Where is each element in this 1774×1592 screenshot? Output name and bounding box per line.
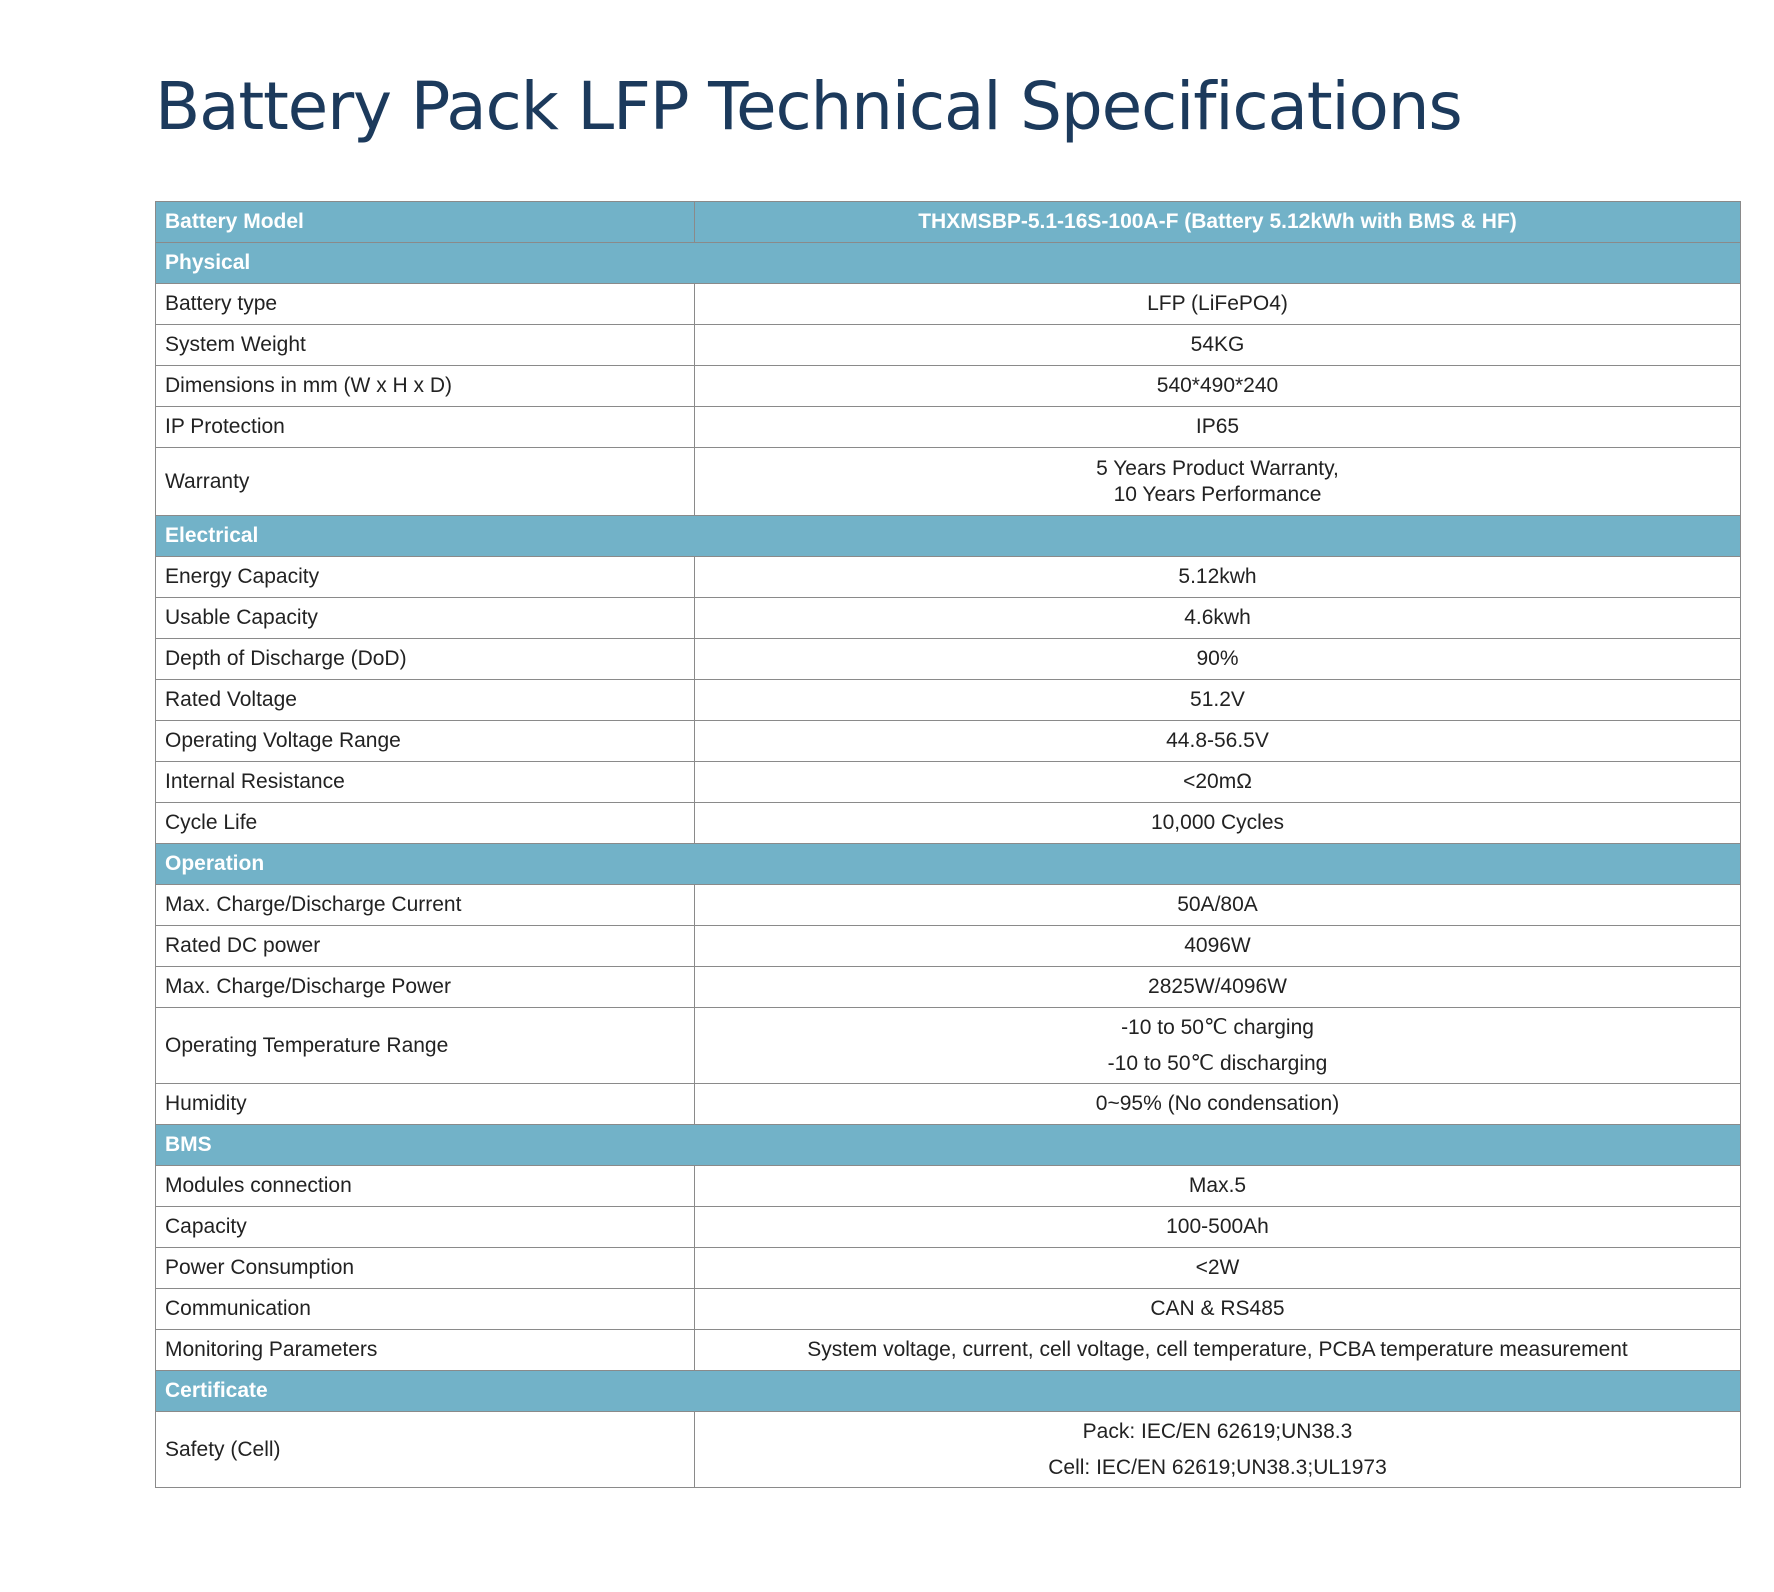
spec-label: Max. Charge/Discharge Current bbox=[156, 885, 695, 926]
spec-label: Power Consumption bbox=[156, 1248, 695, 1289]
spec-value: Max.5 bbox=[695, 1166, 1741, 1207]
spec-value: 2825W/4096W bbox=[695, 967, 1741, 1008]
page-title: Battery Pack LFP Technical Specifications bbox=[155, 68, 1462, 145]
spec-label: Depth of Discharge (DoD) bbox=[156, 639, 695, 680]
spec-label: Monitoring Parameters bbox=[156, 1330, 695, 1371]
section-title: Certificate bbox=[156, 1371, 695, 1412]
spec-label: Dimensions in mm (W x H x D) bbox=[156, 366, 695, 407]
spec-label: Internal Resistance bbox=[156, 762, 695, 803]
spec-label: Rated DC power bbox=[156, 926, 695, 967]
spec-label: System Weight bbox=[156, 325, 695, 366]
spec-value: IP65 bbox=[695, 407, 1741, 448]
section-physical bbox=[156, 243, 1741, 284]
spec-value: System voltage, current, cell voltage, cell temperature, PCBA temperature measurement bbox=[695, 1330, 1741, 1371]
spec-value: <20mΩ bbox=[695, 762, 1741, 803]
table-row bbox=[156, 407, 1741, 448]
table-row bbox=[156, 1008, 1741, 1084]
spec-label: Humidity bbox=[156, 1084, 695, 1125]
table-row bbox=[156, 557, 1741, 598]
spec-label: Usable Capacity bbox=[156, 598, 695, 639]
spec-label: Operating Temperature Range bbox=[156, 1008, 695, 1084]
table-row bbox=[156, 680, 1741, 721]
table-row bbox=[156, 1289, 1741, 1330]
value-line: 5 Years Product Warranty, bbox=[1096, 456, 1339, 480]
table-row bbox=[156, 762, 1741, 803]
spec-value: 90% bbox=[695, 639, 1741, 680]
table-row bbox=[156, 721, 1741, 762]
spec-value: LFP (LiFePO4) bbox=[695, 284, 1741, 325]
section-certificate bbox=[156, 1371, 1741, 1412]
spec-value: 0~95% (No condensation) bbox=[695, 1084, 1741, 1125]
table-row bbox=[156, 598, 1741, 639]
spec-value: 4.6kwh bbox=[695, 598, 1741, 639]
section-electrical bbox=[156, 516, 1741, 557]
spec-value: 50A/80A bbox=[695, 885, 1741, 926]
spec-label: Cycle Life bbox=[156, 803, 695, 844]
table-row bbox=[156, 1084, 1741, 1125]
section-bms bbox=[156, 1125, 1741, 1166]
table-row bbox=[156, 926, 1741, 967]
spec-label: Rated Voltage bbox=[156, 680, 695, 721]
spec-label: Max. Charge/Discharge Power bbox=[156, 967, 695, 1008]
spec-value: 100-500Ah bbox=[695, 1207, 1741, 1248]
section-title: Operation bbox=[156, 844, 695, 885]
spec-label: IP Protection bbox=[156, 407, 695, 448]
table-row bbox=[156, 1248, 1741, 1289]
spec-label: Battery type bbox=[156, 284, 695, 325]
table-row bbox=[156, 1330, 1741, 1371]
spec-label: Operating Voltage Range bbox=[156, 721, 695, 762]
spec-value: <2W bbox=[695, 1248, 1741, 1289]
spec-value: 54KG bbox=[695, 325, 1741, 366]
value-line: -10 to 50℃ discharging bbox=[1107, 1051, 1328, 1075]
value-line: 10 Years Performance bbox=[1113, 482, 1322, 506]
value-line: Pack: IEC/EN 62619;UN38.3 bbox=[1082, 1419, 1353, 1443]
spec-label: Safety (Cell) bbox=[156, 1412, 695, 1488]
spec-table bbox=[155, 201, 1741, 1488]
section-title: Electrical bbox=[156, 516, 695, 557]
table-header-row bbox=[156, 202, 1741, 243]
section-title: Physical bbox=[156, 243, 695, 284]
spec-value bbox=[695, 1008, 1741, 1084]
table-row bbox=[156, 1166, 1741, 1207]
spec-value bbox=[695, 448, 1741, 516]
spec-label: Capacity bbox=[156, 1207, 695, 1248]
section-operation bbox=[156, 844, 1741, 885]
spec-value: 51.2V bbox=[695, 680, 1741, 721]
table-row bbox=[156, 803, 1741, 844]
table-row bbox=[156, 366, 1741, 407]
table-row bbox=[156, 1412, 1741, 1488]
header-label: Battery Model bbox=[156, 202, 695, 243]
spec-value: 4096W bbox=[695, 926, 1741, 967]
spec-label: Warranty bbox=[156, 448, 695, 516]
table-row bbox=[156, 1207, 1741, 1248]
header-model: THXMSBP-5.1-16S-100A-F (Battery 5.12kWh with BMS & HF) bbox=[695, 202, 1741, 243]
spec-value: 5.12kwh bbox=[695, 557, 1741, 598]
value-line: -10 to 50℃ charging bbox=[1121, 1015, 1314, 1039]
spec-value: CAN & RS485 bbox=[695, 1289, 1741, 1330]
section-title: BMS bbox=[156, 1125, 695, 1166]
value-line: Cell: IEC/EN 62619;UN38.3;UL1973 bbox=[1048, 1455, 1387, 1479]
spec-label: Modules connection bbox=[156, 1166, 695, 1207]
spec-value: 44.8-56.5V bbox=[695, 721, 1741, 762]
table-row bbox=[156, 967, 1741, 1008]
spec-label: Communication bbox=[156, 1289, 695, 1330]
spec-label: Energy Capacity bbox=[156, 557, 695, 598]
spec-value: 10,000 Cycles bbox=[695, 803, 1741, 844]
table-row bbox=[156, 639, 1741, 680]
table-row bbox=[156, 885, 1741, 926]
table-row bbox=[156, 284, 1741, 325]
table-row bbox=[156, 325, 1741, 366]
spec-value: 540*490*240 bbox=[695, 366, 1741, 407]
spec-value bbox=[695, 1412, 1741, 1488]
table-row bbox=[156, 448, 1741, 516]
